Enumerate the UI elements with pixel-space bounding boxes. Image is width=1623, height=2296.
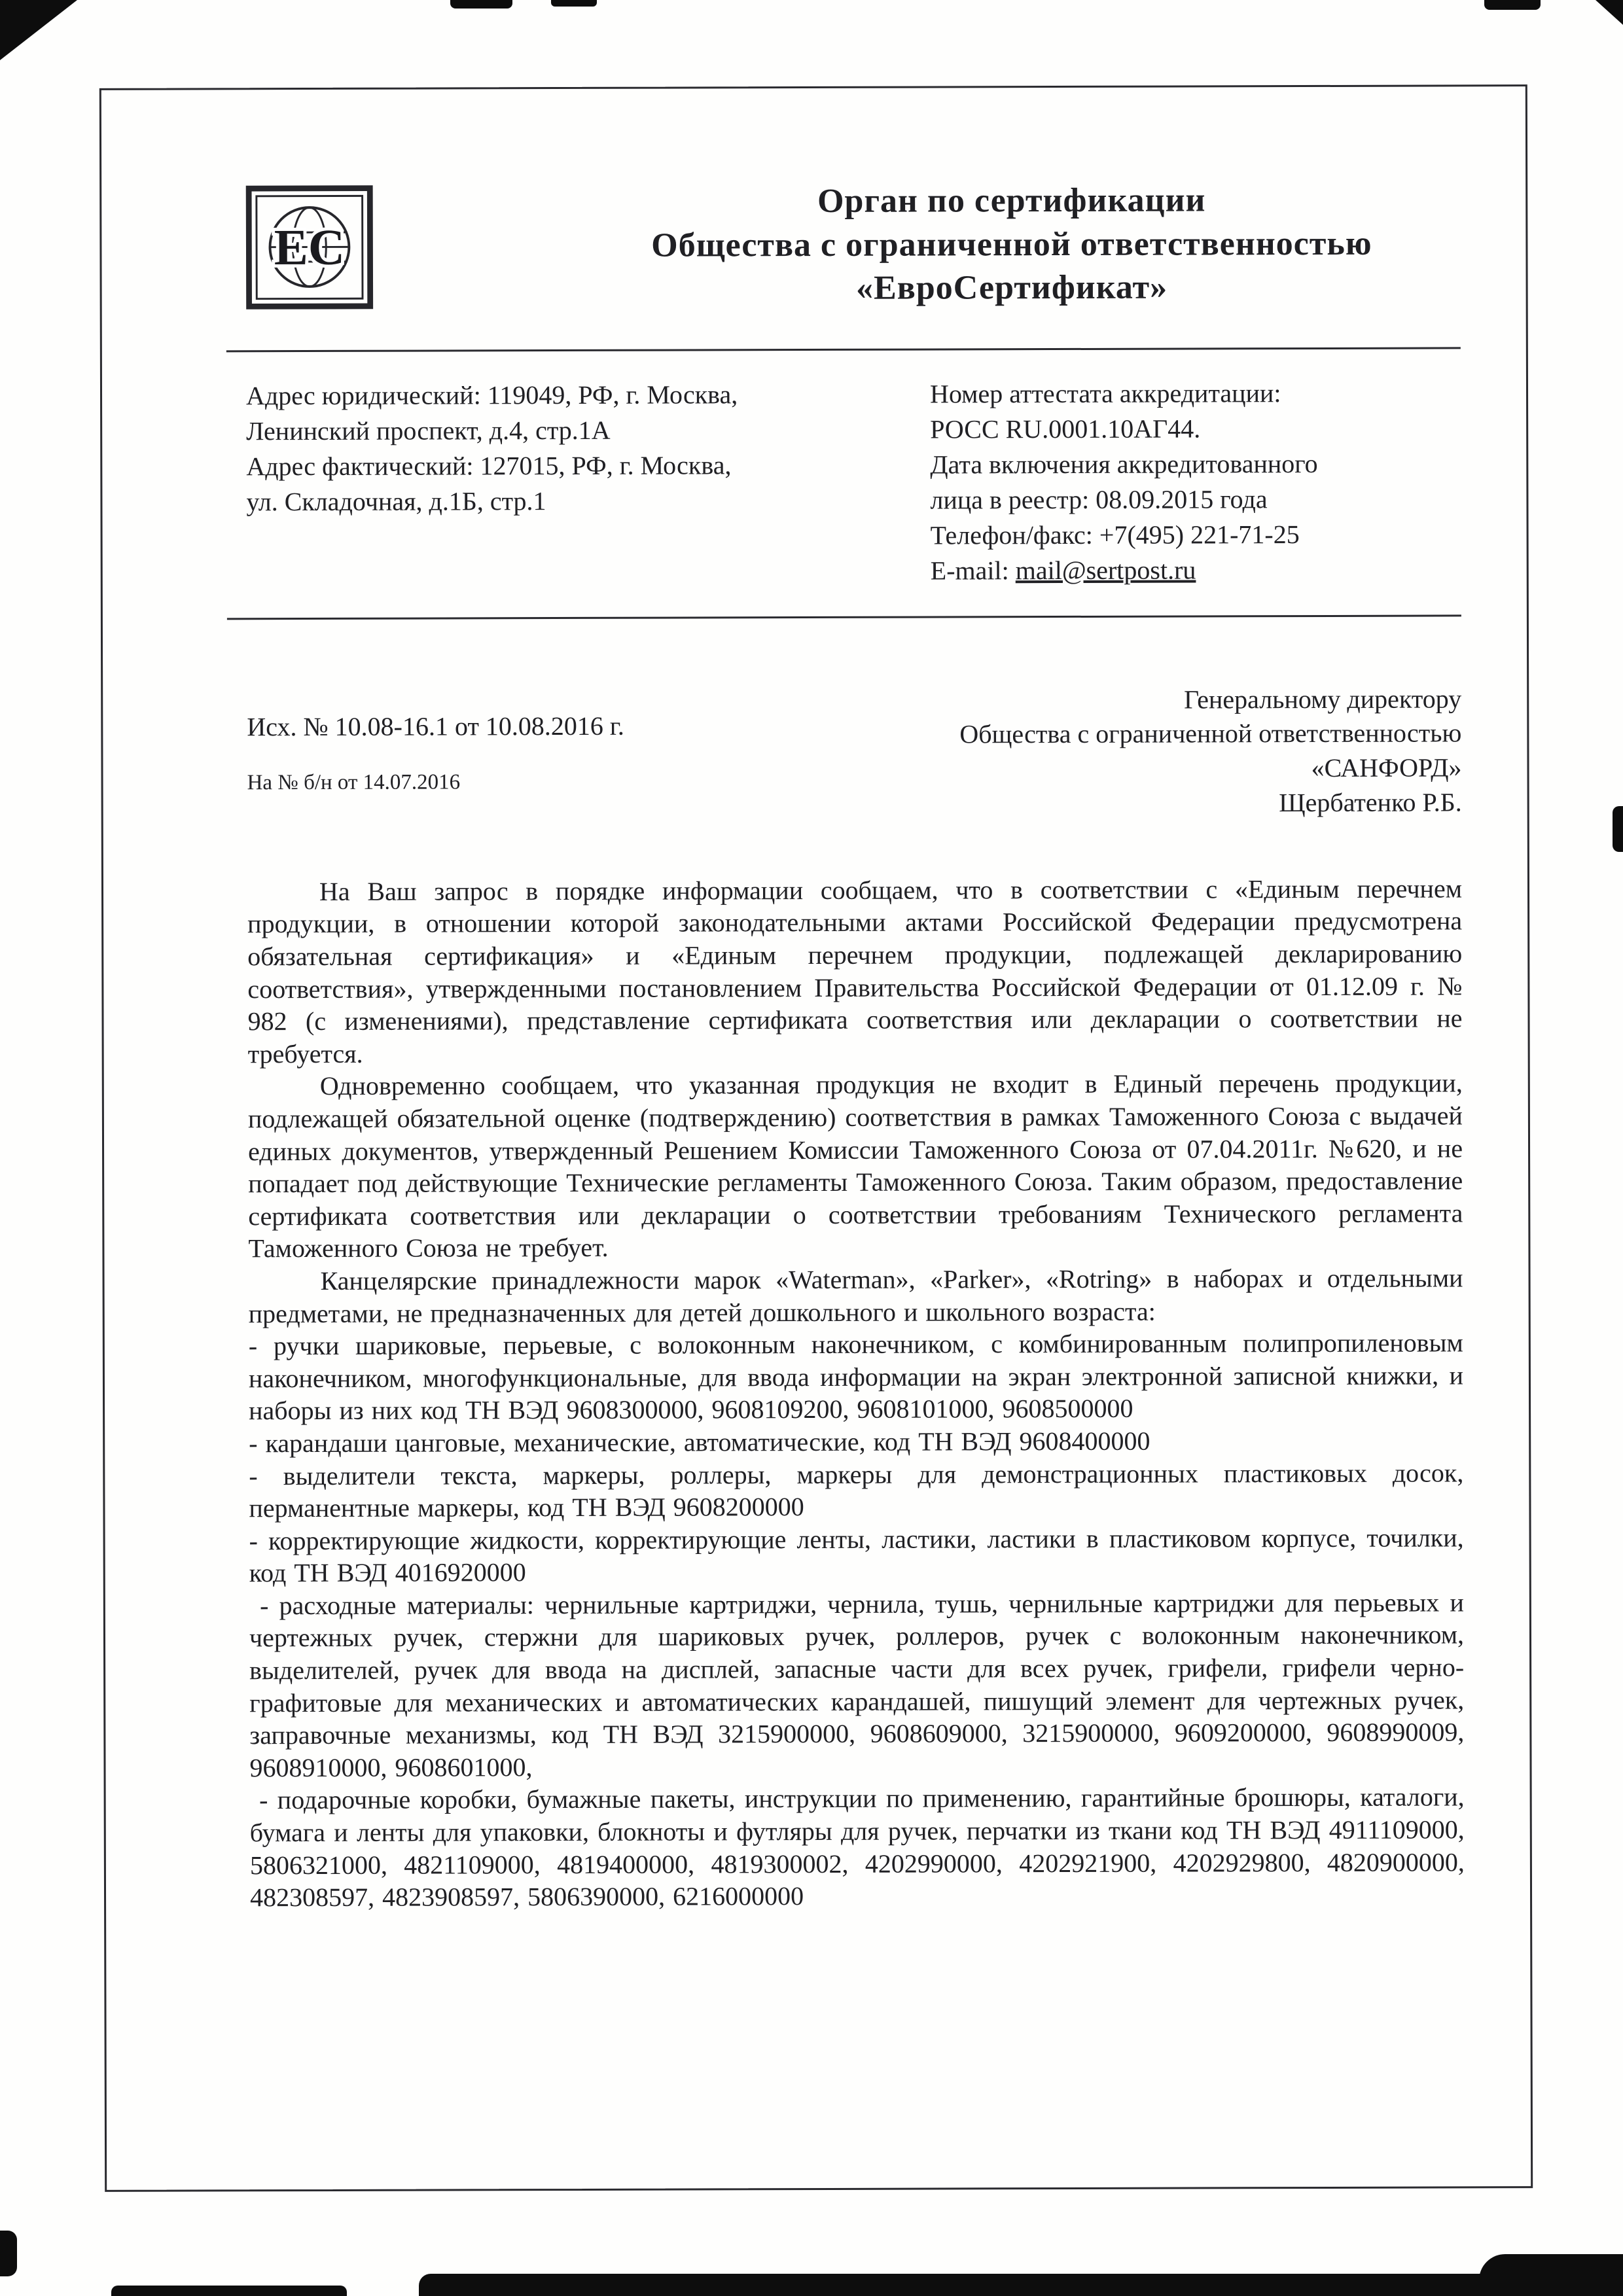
addressee-line: Щербатенко Р.Б. [1279,787,1462,818]
email-line [931,552,1461,588]
requisite-line: РОСС RU.0001.10АГ44. [930,414,1201,444]
scan-artifact [0,2231,17,2276]
title-line: «ЕвроСертификат» [856,268,1168,307]
scan-artifact [1596,0,1623,25]
letter-body [247,872,1465,1914]
addressee-line: Генеральному директору [1184,684,1462,715]
outgoing-number: Исх. № 10.08-16.1 от 10.08.2016 г. [247,711,624,741]
horizontal-rule [227,614,1461,620]
scan-artifact [551,0,597,7]
body-paragraph: - расходные материалы: чернильные картриджи, чернила, тушь, чернильные картриджи для перьевых и чертежных ручек, стержни для шариковых ручек, роллеров, ручек с волоконным наконечником, выделителей, ручек для ввода на дисплей, запасные части для всех ручек, грифели, грифели черно-графитовые для механических и автоматических карандашей, пишущий элемент для чертежных ручек, заправочные механизмы, код ТН ВЭД 3215900000, 9608609000, 3215900000, 9609200000, 9608990009, 9608910000, 9608601000, [249,1587,1465,1783]
globe-ec-icon [245,185,373,310]
letter-content [101,86,1531,2190]
scan-artifact [419,2274,1623,2296]
requisite-line: Адрес фактический: 127015, РФ, г. Москва, [246,450,732,481]
page-border-frame [99,84,1533,2192]
body-paragraph: На Ваш запрос в порядке информации сообщаем, что в соответствии с «Единым перечнем продукции, в отношении которой законодательными актами Российской Федерации предусмотрена обязательная сертификация» и «Единым перечнем продукции, подлежащей декларированию соответствия», утвержденными постановлением Правительства Российской Федерации от 01.12.09 г. № 982 (с изменениями), представление сертификата соответствия или декларации о соответствии не требуется. [247,874,1463,1069]
certification-body-title [373,178,1461,311]
body-paragraph: - подарочные коробки, бумажные пакеты, инструкции по применению, гарантийные брошюры, каталоги, бумага и ленты для упаковки, блокноты и футляры для ручек, перчатки из ткани код ТН ВЭД 4911109000, 5806321000, 4821109000, 4819400000, 4819300002, 4202990000, 4202921900, 4202929800, 4820900000, 482308597, 4823908597, 5806390000, 6216000000 [249,1782,1465,1913]
eurocert-logo [245,185,373,310]
scan-artifact [450,0,512,9]
reference-row [247,682,1462,823]
requisite-line: Адрес юридический: 119049, РФ, г. Москва, [245,379,738,410]
scan-artifact [111,2286,347,2296]
incoming-number: На № б/н от 14.07.2016 [247,770,461,794]
body-paragraph: - выделители текста, маркеры, роллеры, маркеры для демонстрационных пластиковых досок, перманентные маркеры, код ТН ВЭД 9608200000 [249,1457,1464,1523]
addressee-line: Общества с ограниченной ответственностью [959,718,1462,749]
requisite-line: Ленинский проспект, д.4, стр.1А [246,415,611,446]
body-paragraph: - ручки шариковые, перьевые, с волоконным наконечником, с комбинированным полипропиленовым наконечником, многофункциональные, для ввода информации на экран электронной записной книжки, и наборы из них код ТН ВЭД 9608300000, 9608109200, 9608101000, 9608500000 [248,1328,1464,1426]
requisite-line: Телефон/факс: +7(495) 221-71-25 [930,519,1300,550]
logo-text: ЕС [274,219,346,275]
email-link[interactable]: mail@sertpost.ru [1015,555,1196,585]
body-paragraph: - корректирующие жидкости, корректирующие ленты, ластики, ластики в пластиковом корпусе, точилки, код ТН ВЭД 4016920000 [249,1523,1464,1588]
scan-artifact [1613,806,1623,852]
addressee-line: «САНФОРД» [1311,752,1462,783]
scan-artifact [1484,0,1541,10]
body-paragraph: - карандаши цанговые, механические, автоматические, код ТН ВЭД 9608400000 [249,1426,1150,1458]
addressee-block [959,682,1462,821]
requisite-line: ул. Складочная, д.1Б, стр.1 [246,486,546,516]
body-paragraph: Одновременно сообщаем, что указанная продукция не входит в Единый перечень продукции, подлежащей обязательной оценке (подтверждению) соответствия в рамках Таможенного Союза с выдачей единых документов, утвержденный Решением Комиссии Таможенного Союза от 07.04.2011г. №620, и не попадает под действующие Технические регламенты Таможенного Союза. Таким образом, предоставление сертификата соответствия или декларации о соответствии требованиям Технического регламента Таможенного Союза не требует. [247,1068,1463,1263]
title-line: Общества с ограниченной ответственностью [651,224,1372,264]
requisite-line: Дата включения аккредитованного [930,448,1318,480]
body-paragraph: Канцелярские принадлежности марок «Waterman», «Parker», «Rotring» в наборах и отдельными предметами, не предназначенных для детей дошкольного и школьного возраста: [248,1263,1463,1328]
address-block [246,376,931,590]
reference-numbers [247,684,624,823]
letterhead [245,178,1461,311]
accreditation-block [930,375,1461,588]
scan-artifact [1479,2254,1623,2296]
email-label: E-mail: [930,555,1016,586]
title-line: Орган по сертификации [817,181,1206,220]
scan-artifact [0,0,77,60]
requisite-line: Номер аттестата аккредитации: [929,378,1281,409]
horizontal-rule [226,347,1461,352]
requisite-line: лица в реестр: 08.09.2015 года [930,484,1268,515]
requisites-block [246,375,1461,590]
